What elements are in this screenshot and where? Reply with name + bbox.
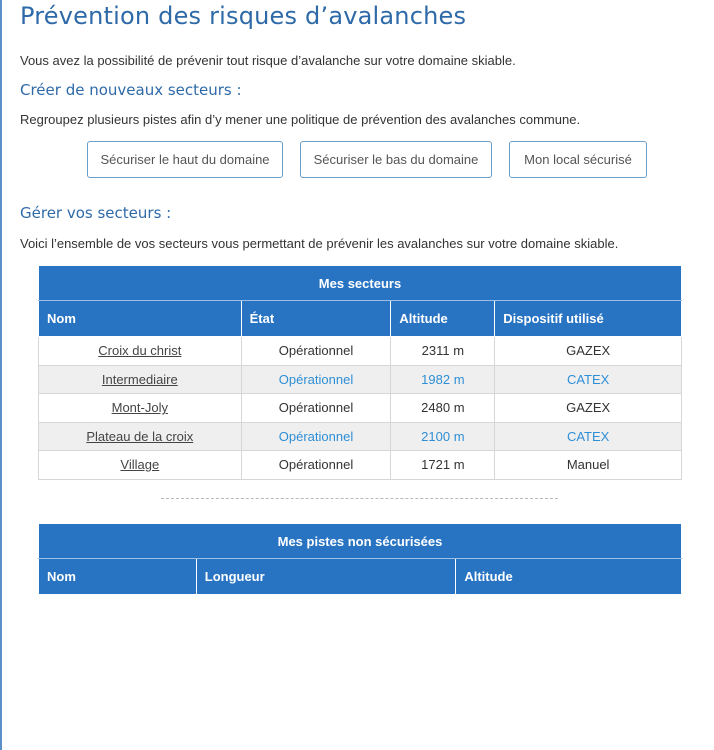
sector-device-cell: GAZEX xyxy=(495,337,682,366)
sector-name-cell xyxy=(39,422,242,451)
sector-altitude-cell: 2480 m xyxy=(391,394,495,423)
sector-device-cell: GAZEX xyxy=(495,394,682,423)
sector-altitude-cell: 2311 m xyxy=(391,337,495,366)
column-header-device: Dispositif utilisé xyxy=(495,301,682,337)
manage-sectors-heading: Gérer vos secteurs : xyxy=(20,204,172,222)
sector-altitude-cell: 1982 m xyxy=(391,365,495,394)
section-divider xyxy=(161,498,558,499)
sector-device-cell: Manuel xyxy=(495,451,682,480)
table-row xyxy=(39,337,682,366)
sector-altitude-cell: 2100 m xyxy=(391,422,495,451)
secure-top-button[interactable]: Sécuriser le haut du domaine xyxy=(87,141,283,178)
sector-altitude-cell: 1721 m xyxy=(391,451,495,480)
column-header-altitude: Altitude xyxy=(456,559,682,595)
manage-sectors-text: Voici l’ensemble de vos secteurs vous permettant de prévenir les avalanches sur votre domaine skiable. xyxy=(20,236,619,251)
column-header-length: Longueur xyxy=(196,559,456,595)
table-row xyxy=(39,365,682,394)
pistes-table-caption: Mes pistes non sécurisées xyxy=(39,524,682,559)
column-header-altitude: Altitude xyxy=(391,301,495,337)
sector-state-cell: Opérationnel xyxy=(241,451,391,480)
sector-link[interactable]: Croix du christ xyxy=(98,343,182,359)
table-row xyxy=(39,451,682,480)
sector-name-cell xyxy=(39,394,242,423)
sector-name-cell xyxy=(39,337,242,366)
sector-link[interactable]: Mont-Joly xyxy=(111,400,168,416)
sector-device-cell: CATEX xyxy=(495,365,682,394)
column-header-name: Nom xyxy=(39,301,242,337)
sector-name-cell xyxy=(39,451,242,480)
secure-bottom-button[interactable]: Sécuriser le bas du domaine xyxy=(300,141,492,178)
secure-local-button[interactable]: Mon local sécurisé xyxy=(509,141,647,178)
page-title: Prévention des risques d’avalanches xyxy=(20,2,467,30)
sectors-table xyxy=(38,265,682,480)
column-header-name: Nom xyxy=(39,559,197,595)
sector-state-cell: Opérationnel xyxy=(241,422,391,451)
sector-link[interactable]: Plateau de la croix xyxy=(86,428,194,444)
sector-device-cell: CATEX xyxy=(495,422,682,451)
sector-name-cell xyxy=(39,365,242,394)
sector-link[interactable]: Intermediaire xyxy=(101,371,178,387)
sector-state-cell: Opérationnel xyxy=(241,394,391,423)
sector-state-cell: Opérationnel xyxy=(241,337,391,366)
intro-text: Vous avez la possibilité de prévenir tout risque d’avalanche sur votre domaine skiable. xyxy=(20,53,516,68)
table-row xyxy=(39,394,682,423)
sector-link[interactable]: Village xyxy=(120,457,160,473)
create-sectors-text: Regroupez plusieurs pistes afin d’y mener une politique de prévention des avalanches commune. xyxy=(20,112,581,127)
create-sectors-heading: Créer de nouveaux secteurs : xyxy=(20,81,242,99)
unsecured-pistes-table xyxy=(38,523,682,595)
table-row xyxy=(39,422,682,451)
sectors-table-caption: Mes secteurs xyxy=(39,266,682,301)
sector-state-cell: Opérationnel xyxy=(241,365,391,394)
column-header-state: État xyxy=(241,301,391,337)
